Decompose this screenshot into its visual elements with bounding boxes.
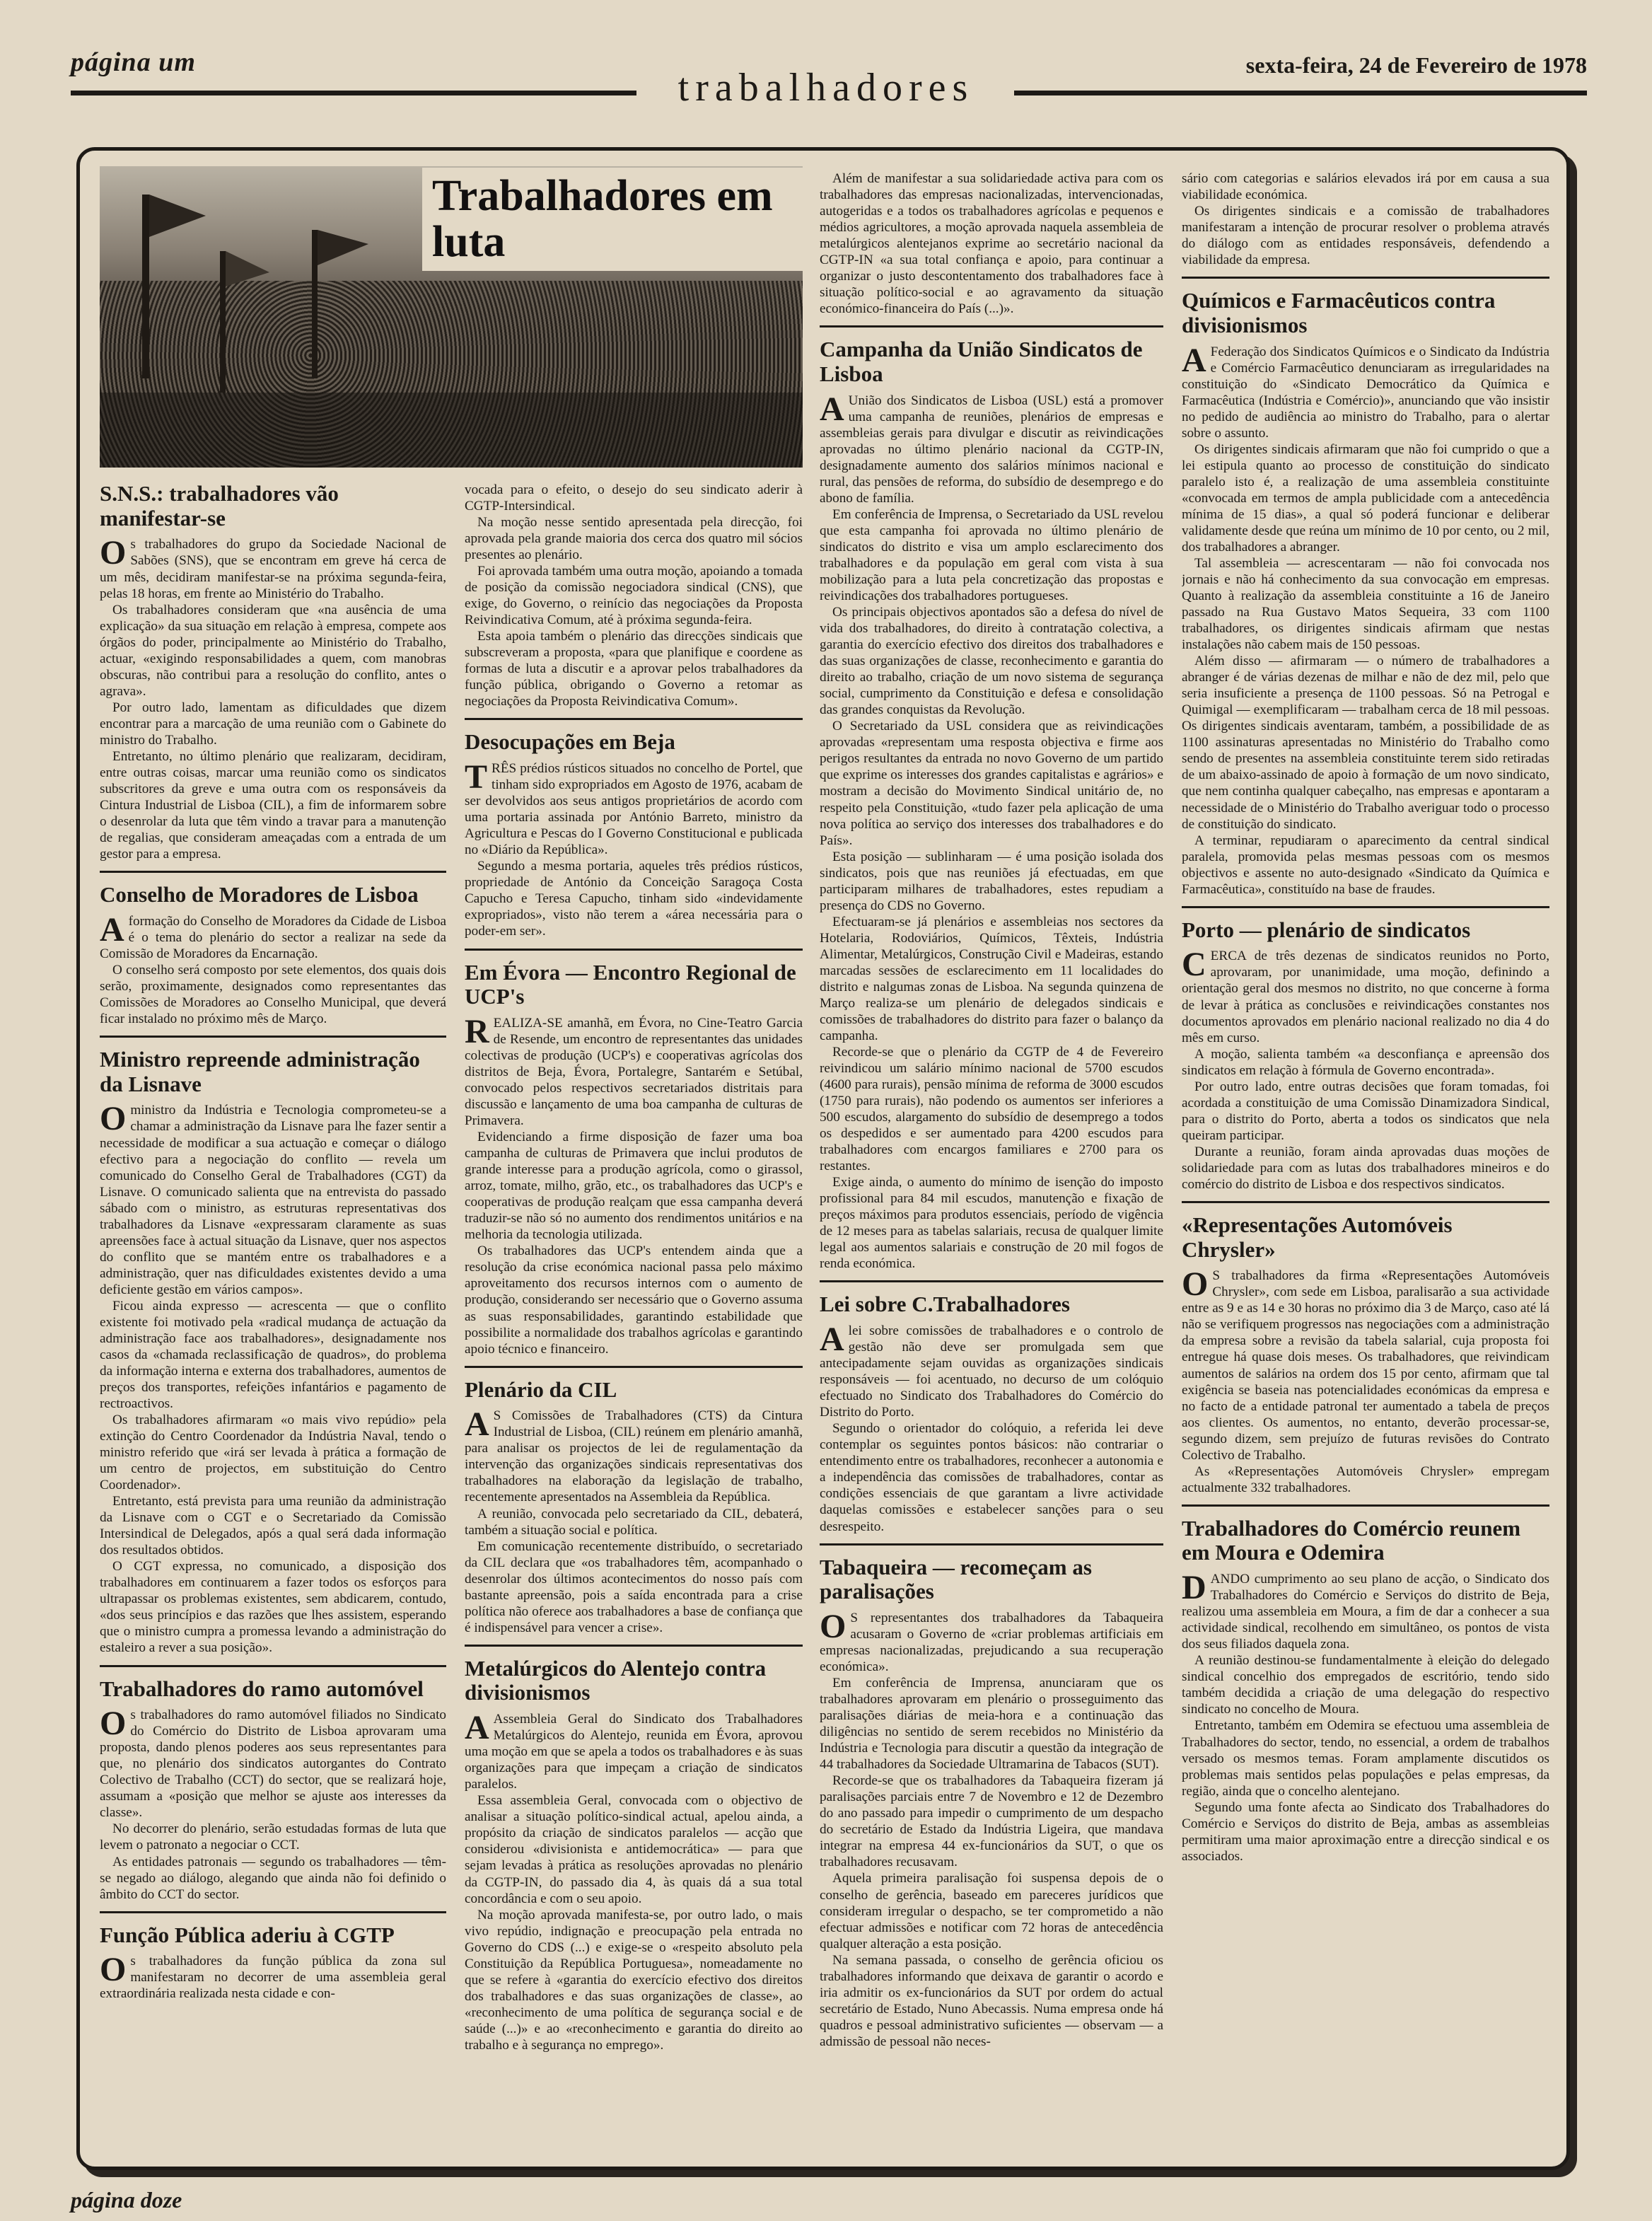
article-paragraph: Evidenciando a firme disposição de fazer uma boa campanha de culturas de Primavera que inclui produtos de grande interesse para a produção agrícola, como o girassol, arroz, tomate, milho, grão, etc., os trabalhadores das UCP's e cooperativas de produção realçam que essa campanha deverá traduzir-se não só no aumento dos rendimentos unitários e na melhoria da tecnologia utilizada. xyxy=(465,1130,803,1243)
article-tabaqueira xyxy=(820,1551,1163,2058)
article-paragraph: As entidades patronais — segundo os trabalhadores — têm-se negado ao diálogo, alegando que ainda não foi definido o âmbito do CCT do sector. xyxy=(100,1854,446,1902)
drop-cap: A xyxy=(820,390,844,428)
article-title: Desocupações em Beja xyxy=(465,729,675,755)
lead-text: Assembleia Geral do Sindicato dos Trabalhadores Metalúrgicos do Alentejo, reunida em Évora, aprovou uma moção em que se apela a todos os trabalhadores e às suas organizações para que impeçam a criação de sindicatos paralelos. xyxy=(465,1712,803,1792)
article-title: Conselho de Moradores de Lisboa xyxy=(100,882,419,907)
article-paragraph: Os principais objectivos apontados são a defesa do nível de vida dos trabalhadores, do direito à contratação colectiva, a garantia do exercício efectivo dos direitos dos trabalhadores e das suas organizações de classe, reconhecimento e garantia do direito ao trabalho, criação de um novo sistema de segurança social, cumprimento da Constituição e defesa e consolidação das grandes conquistas da Revolução. xyxy=(820,605,1163,718)
article-lisnave xyxy=(100,1043,446,1667)
lead-text: RÊS prédios rústicos situados no concelho de Portel, que tinham sido expropriados em Agosto de 1976, acabam de ser devolvidos aos seus antigos proprietários de acordo com uma portaria assinada por António Barreto, ministro da Agricultura e Pescas do I Governo Constitucional e publicada no «Diário da República». xyxy=(465,761,803,858)
article-sns-continued xyxy=(465,477,803,720)
article-title: Tabaqueira — recomeçam as paralisações xyxy=(820,1554,1092,1604)
article-paragraph: Efectuaram-se já plenários e assembleias nos sectores da Hotelaria, Rodoviários, Químicos, Têxteis, Indústria Alimentar, Metalúrgicos, Construção Civil e Madeiras, estando marcadas sessões de esclarecimento em 11 localidades do distrito e nalgumas zonas de Lisboa. Na segunda quinzena de Março realiza-se um plenário de delegados sindicais e comissões de trabalhadores do distrito para fazer o balanço da campanha. xyxy=(820,914,1163,1043)
article-title: Função Pública aderiu à CGTP xyxy=(100,1922,395,1947)
drop-cap: R xyxy=(465,1012,489,1050)
article-paragraph: Os dirigentes sindicais e a comissão de trabalhadores manifestaram a intenção de procurar resolver o problema através do diálogo com as entidades responsáveis, defendendo a viabilidade da empresa. xyxy=(1182,204,1549,268)
article-paragraph: Segundo a mesma portaria, aqueles três prédios rústicos, propriedade de António da Conceição Saragoça Costa Capucho e Teresa Capucho, tinham sido «indevidamente expropriados», visto não terem a «área necessária para o poder-em ser». xyxy=(465,859,803,939)
article-paragraph: Exige ainda, o aumento do mínimo de isenção do imposto profissional para 84 mil escudos, manutenção e fixação de preços máximos para produtos essenciais, período de vigência de 12 meses para as tabelas salariais, recusa de qualquer limite legal aos aumentos salariais e construção de 20 mil fogos de renda económica. xyxy=(820,1175,1163,1272)
drop-cap: A xyxy=(100,910,124,949)
article-paragraph: Além de manifestar a sua solidariedade activa para com os trabalhadores das empresas nacionalizadas, intervencionadas, autogeridas e a todos os trabalhadores agrícolas e pequenos e médios agricultores, a moção aprovada naquela assembleia de metalúrgicos alentejanos exprime ao secretário nacional da CGTP-IN «a sua total confiança e apoio, para continuar a organizar o justo descontentamento dos trabalhadores face à situação político-social e ao agravamento da situação económico-financeira do País (...)». xyxy=(820,171,1163,317)
article-lead xyxy=(820,1607,1163,1675)
article-title: Lei sobre C.Trabalhadores xyxy=(820,1292,1070,1317)
article-viabilidade xyxy=(1182,166,1549,279)
article-porto xyxy=(1182,914,1549,1203)
article-paragraph: Essa assembleia Geral, convocada com o objectivo de analisar a situação político-sindical actual, apelou ainda, a propósito da criação de sindicatos paralelos — acção que considerou «divisionista e antidemocrática» — para que sejam levadas à prática as resoluções aprovadas no plenário da CGTP-IN, do passado dia 4, às quais dá a sua total concordância e com o seu apoio. xyxy=(465,1793,803,1906)
lead-text: lei sobre comissões de trabalhadores e o controlo de gestão não deve ser promulgada sem que antecipadamente sejam ouvidas as organizações sindicais responsáveis — foi acentuado, no decurso de um colóquio efectuado no Sindicato dos Trabalhadores do Comércio do Distrito do Porto. xyxy=(820,1323,1163,1420)
article-paragraph: Os trabalhadores das UCP's entendem ainda que a resolução da crise económica nacional passa pelo máximo aproveitamento dos recursos internos com o aumento de produção, considerando ser necessário que o Governo assuma as suas responsabilidades, garantindo estabilidade que possibilite a normalidade dos trabalhos agrícolas e garantindo apoio técnico e financeiro. xyxy=(465,1243,803,1357)
crowd-photo xyxy=(100,166,803,468)
article-paragraph: Na semana passada, o conselho de gerência oficiou os trabalhadores informando que deixava de garantir o acordo e iria admitir os ex-funcionários da SUT por ordem do actual secretário de Estado, Nuno Abecassis. Numa empresa onde há quadros e pessoal administrativo suficientes — observam — a admissão de pessoal não neces- xyxy=(820,1952,1163,2049)
article-title: Trabalhadores do ramo automóvel xyxy=(100,1676,424,1701)
article-paragraph: A reunião, convocada pelo secretariado da CIL, debaterá, também a situação social e política. xyxy=(465,1506,803,1538)
article-title: S.N.S.: trabalhadores vão manifestar-se xyxy=(100,481,339,530)
drop-cap: A xyxy=(465,1405,489,1444)
article-paragraph: Entretanto, no último plenário que realizaram, decidiram, entre outras coisas, marcar uma reunião como os sindicatos subscritores da greve e uma outra com os responsáveis da Cintura Industrial de Lisboa (CIL), a fim de informarem sobre o desenrolar da luta que têm vindo a travar para a manutenção de regalias, que consideram ameaçadas com a entrada de um gestor para a empresa. xyxy=(100,748,446,862)
article-lei xyxy=(820,1288,1163,1545)
page-frame xyxy=(76,147,1570,2170)
drop-cap: T xyxy=(465,758,488,796)
article-paragraph: A reunião destinou-se fundamentalmente à eleição do delegado sindical concelhio dos empregados de escritório, tendo sido também decidida a criação de uma delegação do respectivo sindicato no concelho de Moura. xyxy=(1182,1653,1549,1717)
article-paragraph: Por outro lado, lamentam as dificuldades que dizem encontrar para a marcação de uma reunião com o Gabinete do ministro do Trabalho. xyxy=(100,700,446,748)
article-title: Ministro repreende administração da Lisnave xyxy=(100,1047,420,1096)
main-headline: Trabalhadores em luta xyxy=(422,168,803,271)
article-moura xyxy=(1182,1512,1549,1873)
article-lead xyxy=(820,1323,1163,1420)
article-paragraph: Os trabalhadores consideram que «na ausência de uma explicação» da sua situação em relação à empresa, compete aos órgãos do poder, principalmente ao Ministério do Trabalho, actuar, «exigindo responsabilidades a quem, com manobras obscuras, não contribui para a resolução do conflito, antes o agrava». xyxy=(100,602,446,699)
article-title: Em Évora — Encontro Regional de UCP's xyxy=(465,959,796,1009)
drop-cap: O xyxy=(100,534,127,572)
article-paragraph: Os dirigentes sindicais afirmaram que não foi cumprido o que a lei estipula quanto ao processo de constituição do sindicato paralelo isto é, a realização de uma assembleia constituinte «convocada em termos de ampla publicidade com a antecedência mínima de 15 dias», a qual só poderá funcionar e deliberar validamente desde que reúna um mínimo de 10 por cento, ou 2 mil, dos trabalhadores a abranger. xyxy=(1182,441,1549,555)
article-paragraph: Recorde-se que o plenário da CGTP de 4 de Fevereiro reivindicou um salário mínimo nacional de 5700 escudos (4600 para rurais), pensão mínima de reforma de 3000 escudos (1750 para rurais), não podendo os aumentos ser inferiores a 500 escudos, alargamento do subsídio de desemprego a todos os despedidos e ser aumentado para 4200 escudos para trabalhadores com encargos familiares e 2700 para os restantes. xyxy=(820,1044,1163,1174)
article-solidariedade xyxy=(820,166,1163,327)
publication-name: página um xyxy=(71,47,196,77)
page-footer: página doze xyxy=(71,2187,182,2213)
article-paragraph: No decorrer do plenário, serão estudadas formas de luta que levem o patronato a negociar o CCT. xyxy=(100,1821,446,1853)
article-title: Campanha da União Sindicatos de Lisboa xyxy=(820,337,1143,386)
article-paragraph: Segundo uma fonte afecta ao Sindicato dos Trabalhadores do Comércio e Serviços do distrito de Beja, ambas as assembleias permitiram uma maior aproximação entre a direcção sindical e os associados. xyxy=(1182,1799,1549,1864)
article-paragraph: Além disso — afirmaram — o número de trabalhadores a abranger é de várias dezenas de milhar e não de dez mil, pelo que seria insuficiente a presença de 1100 pessoas. Só na Petrogal e Quimigal — exemplificaram — trabalham cerca de 18 mil pessoas. Os dirigentes sindicais aventaram, também, a possibilidade de as 1100 assinaturas apresentadas no Ministério do Trabalho como sendo de presentes na assembleia constituinte terem sido retiradas de um abaixo-assinado de apoio à formação de um novo sindicato, que nem continha qualquer cabeçalho, nas empresas e apontaram a necessidade de o Ministério do Trabalho averiguar todo o processo de constituição do sindicato. xyxy=(1182,654,1549,832)
article-lead xyxy=(1182,948,1549,1045)
column-4 xyxy=(1182,166,1549,2152)
article-lead xyxy=(100,1953,446,2002)
article-lead xyxy=(100,536,446,601)
article-quimicos xyxy=(1182,284,1549,908)
lead-text: s trabalhadores do grupo da Sociedade Nacional de Sabões (SNS), que se encontram em greve há cerca de um mês, decidiram manifestar-se na próxima segunda-feira, pelas 18 horas, em frente ao Ministério do Trabalho. xyxy=(100,537,446,601)
article-alentejo xyxy=(465,1652,803,2062)
article-moradores xyxy=(100,878,446,1038)
article-paragraph: Durante a reunião, foram ainda aprovadas duas moções de solidariedade para com as lutas dos trabalhadores mineiros e do comércio do distrito de Lisboa e dos respectivos sindicatos. xyxy=(1182,1144,1549,1192)
lead-text: S trabalhadores da firma «Representações Automóveis Chrysler», com sede em Lisboa, paralisarão a sua actividade entre as 9 e as 14 e 30 horas no próximo dia 3 de Março, caso até lá não se verifiquem progressos nas negociações com a administração da empresa sobre a revisão da tabela salarial, cuja proposta foi entregue há quase dois meses. Os trabalhadores, que reivindicam aumentos de salários na ordem dos 15 por cento, afirmam que tal exigência se baseia nas potencialidades económicas da empresa e no facto de a entidade patronal ter aumentado a tabela de preços aos clientes. Os aumentos, no entanto, deverão processar-se, segundo dizem, sem prejuízo de futuras revisões do Contrato Colectivo de Trabalho. xyxy=(1182,1268,1549,1463)
article-paragraph: Em comunicação recentemente distribuído, o secretariado da CIL declara que «os trabalhadores têm, acompanhado o desenrolar dos últimos acontecimentos do nosso país com bastante apreensão, pois a saída encontrada para a crise política não oferece aos trabalhadores a base de confiança que é indispensável para vencer a crise». xyxy=(465,1538,803,1635)
article-paragraph: Esta apoia também o plenário das direcções sindicais que subscreveram a proposta, «para que planifique e coordene as formas de luta a discutir e a aprovar pelos trabalhadores da função pública, obrigando o Governo a retomar as negociações da Proposta Reivindicativa Comum». xyxy=(465,629,803,709)
article-lead xyxy=(465,1405,803,1505)
article-automovel xyxy=(100,1673,446,1913)
column-2 xyxy=(465,477,803,2152)
article-paragraph: Entretanto, está prevista para uma reunião da administração da Lisnave com o CGT e o Secretariado da Comissão Intersindical de Delegados, após a qual será dada informação dos resultados obtidos. xyxy=(100,1494,446,1558)
lead-text: EALIZA-SE amanhã, em Évora, no Cine-Teatro Garcia de Resende, um encontro de representantes das unidades colectivas de produção (UCP's) e cooperativas agrícolas dos distritos de Beja, Évora, Portalegre, Santarém e Setúbal, convocado pelos respectivos secretariados distritais para discussão e lançamento de uma boa campanha de culturas de Primavera. xyxy=(465,1015,803,1129)
article-paragraph: vocada para o efeito, o desejo do seu sindicato aderir à CGTP-Intersindical. xyxy=(465,482,803,514)
article-paragraph: Segundo o orientador do colóquio, a referida lei deve contemplar os seguintes pontos básicos: não contrariar o entendimento entre os trabalhadores, reconhecer a autonomia e a independência das comissões de trabalhadores, contar as condições essenciais de que garantam a livre actividade daquelas comissões e estabelecer sanções para o seu desrespeito. xyxy=(820,1421,1163,1534)
article-paragraph: Foi aprovada também uma outra moção, apoiando a tomada de posição da comissão negociadora sindical (CNS), que exige, do Governo, o reinício das negociações da Proposta Reivindicativa Comum, até à próxima segunda-feira. xyxy=(465,564,803,628)
lead-text: s trabalhadores do ramo automóvel filiados no Sindicato do Comércio do Distrito de Lisboa aprovaram uma proposta, dando plenos poderes aos seus representantes para que, no plenário dos sindicatos autorgantes do Contrato Colectivo de Trabalho (CCT) do sector, que se realizará hoje, assumam a «posição que melhor se ajuste aos interesses da classe». xyxy=(100,1707,446,1821)
article-paragraph: O CGT expressa, no comunicado, a disposição dos trabalhadores em continuarem a fazer todos os esforços para ultrapassar os problemas existentes, sem abdicarem, contudo, «dos seus princípios e das razões que lhes assistem, esperando que o ministro cumpra a promessa levando a administração do estaleiro a rever a sua posição». xyxy=(100,1559,446,1656)
article-paragraph: Entretanto, também em Odemira se efectuou uma assembleia de Trabalhadores do sector, tendo, no essencial, a ordem de trabalhos versado os mesmos temas. Foram amplamente discutidos os problemas mais sentidos pelas populações e pelas empresas, da região, ainda que o concelho alentejano. xyxy=(1182,1718,1549,1799)
lead-text: s trabalhadores da função pública da zona sul manifestaram no decorrer de uma assembleia geral extraordinária realizada nesta cidade e con- xyxy=(100,1954,446,2002)
article-lead xyxy=(100,1707,446,1821)
masthead-rule-right xyxy=(1014,91,1587,95)
article-title: Trabalhadores do Comércio reunem em Moura e Odemira xyxy=(1182,1515,1521,1565)
article-title: Porto — plenário de sindicatos xyxy=(1182,917,1471,942)
article-paragraph: sário com categorias e salários elevados irá por em causa a sua viabilidade económica. xyxy=(1182,171,1549,203)
article-paragraph: Em conferência de Imprensa, anunciaram que os trabalhadores aprovaram em plenário o prosseguimento das paralisações diárias de meia-hora e a continuação das diligências no sentido de serem recebidos no Ministério da Indústria e Tecnologia para discutir a questão da integração de 44 trabalhadores da Sociedade Ultramarina de Tabacos (SUT). xyxy=(820,1676,1163,1773)
article-paragraph: O Secretariado da USL considera que as reivindicações aprovadas «representam uma resposta objectiva e firme aos perigos resultantes da entrada no novo Governo de um partido que exprime os interesses dos grandes capitalistas e agrários» e mostram a decisão do Movimento Sindical unitário de, no respeito pela Constituição, «tudo fazer pela aplicação de uma nova política ao serviço dos interesses dos trabalhadores e do País». xyxy=(820,719,1163,848)
article-title: Metalúrgicos do Alentejo contra divisionismos xyxy=(465,1655,767,1705)
article-lead xyxy=(465,760,803,858)
drop-cap: A xyxy=(1182,341,1206,379)
article-paragraph: Esta posição — sublinharam — é uma posição isolada dos sindicatos, pois que nas reuniões já efectuadas, em que participaram milhares de trabalhadores, estes repudiam a presença do CDS no Governo. xyxy=(820,849,1163,913)
drop-cap: C xyxy=(1182,946,1206,984)
lead-text: ERCA de três dezenas de sindicatos reunidos no Porto, aprovaram, por unanimidade, uma moção, definindo a orientação geral dos mesmos no distrito, no que concerne à forma de levar à prática as conclusões e reivindicações constantes nos documentos aprovados em plenário nacional realizado no dia 4 do mês em curso. xyxy=(1182,949,1549,1045)
article-paragraph: A moção, salienta também «a desconfiança e apreensão dos sindicatos em relação à fórmula de Governo encontrada». xyxy=(1182,1046,1549,1078)
article-paragraph: O conselho será composto por sete elementos, dos quais dois serão, proximamente, designados como representantes das Comissões de Moradores ao Conselho Municipal, que deverá ficar instalado no próximo mês de Março. xyxy=(100,962,446,1026)
drop-cap: O xyxy=(1182,1265,1209,1304)
lead-text: ministro da Indústria e Tecnologia comprometeu-se a chamar a administração da Lisnave para lhe fazer sentir a necessidade de modificar a sua actuação e começar o diálogo efectivo para a negociação do conflito — revela um comunicado do Conselho Geral de Trabalhadores (CGT) da Lisnave. O comunicado salienta que na entrevista do passado sábado com o ministro, as estruturas representativas dos trabalhadores da Lisnave «expressaram claramente as suas apreensões face à actual situação da Lisnave, quer nos aspectos do conflito que se mantém entre os trabalhadores e a administração, quer nas dificuldades existentes devido a uma deficiente gestão em vários campos». xyxy=(100,1103,446,1297)
article-evora xyxy=(465,956,803,1368)
drop-cap: A xyxy=(465,1709,489,1747)
article-lead xyxy=(465,1711,803,1792)
article-chrysler xyxy=(1182,1209,1549,1507)
drop-cap: A xyxy=(820,1321,844,1359)
article-sns xyxy=(100,477,446,873)
article-title: «Representações Automóveis Chrysler» xyxy=(1182,1212,1453,1262)
section-title: trabalhadores xyxy=(677,66,975,110)
article-lead xyxy=(1182,341,1549,441)
lead-text: ANDO cumprimento ao seu plano de acção, o Sindicato dos Trabalhadores do Comércio e Serviços do distrito de Beja, realizou uma assembleia em Moura, a fim de dar a conhecer a sua actividade sindical, recolhendo em simultâneo, os pontos de vista dos seus filiados daquela zona. xyxy=(1182,1572,1549,1652)
column-1 xyxy=(100,477,446,2152)
article-paragraph: Os trabalhadores afirmaram «o mais vivo repúdio» pela extinção do Centro Coordenador da Indústria Naval, tendo o ministro referido que «irá ser levada à prática a formação de um centro de projectos, em substituição do Centro Coordenador». xyxy=(100,1413,446,1493)
article-title: Químicos e Farmacêuticos contra divisionismos xyxy=(1182,288,1496,337)
lead-text: União dos Sindicatos de Lisboa (USL) está a promover uma campanha de reuniões, plenários de empresas e assembleias gerais para divulgar e discutir as reivindicações aprovadas no último plenário nacional da CGTP-IN, designadamente aumento dos salários mínimos nacional e rural, das pensões de reforma, do subsídio de desemprego e do abono de família. xyxy=(820,393,1163,506)
drop-cap: O xyxy=(820,1607,847,1645)
article-lead xyxy=(465,1012,803,1129)
drop-cap: O xyxy=(100,1705,127,1743)
lead-text: formação do Conselho de Moradores da Cidade de Lisboa é o tema do plenário do sector a realizar na sede da Comissão de Moradores da Encarnação. xyxy=(100,913,446,961)
column-3 xyxy=(820,166,1163,2152)
article-paragraph: As «Representações Automóveis Chrysler» empregam actualmente 332 trabalhadores. xyxy=(1182,1463,1549,1495)
article-paragraph: Na moção nesse sentido apresentada pela direcção, foi aprovada pela grande maioria dos cerca dos quatro mil sócios presentes ao plenário. xyxy=(465,515,803,563)
lead-text: S representantes dos trabalhadores da Tabaqueira acusaram o Governo de «criar problemas artificiais em empresas nacionalizadas, prejudicando a sua recuperação económica». xyxy=(820,1610,1163,1675)
article-paragraph: Tal assembleia — acrescentaram — não foi convocada nos jornais e não há conhecimento da sua convocação em empresas. Quanto à realização da assembleia constituinte a 16 de Janeiro passado na Rua Gustavo Matos Sequeira, 33 com 1100 trabalhadores, os dirigentes sindicais afirmam que nestas instalações não cabem mais de 150 pessoas. xyxy=(1182,556,1549,653)
article-lead xyxy=(820,390,1163,506)
article-usl xyxy=(820,333,1163,1282)
article-paragraph: Ficou ainda expresso — acrescenta — que o conflito existente foi motivado pela «radical mudança de actuação da administração face aos trabalhadores», designadamente nos casos da «chamada reclassificação de quadros», do problema da informação interna e externa dos trabalhadores, aumentos de preços dos transportes, refeições infantários e pagamento de rectroactivos. xyxy=(100,1298,446,1411)
article-lead xyxy=(1182,1265,1549,1463)
issue-date: sexta-feira, 24 de Fevereiro de 1978 xyxy=(1245,52,1587,78)
article-funcao-publica xyxy=(100,1919,446,2011)
article-lead xyxy=(100,910,446,962)
article-cil xyxy=(465,1374,803,1647)
lead-text: Federação dos Sindicatos Químicos e o Sindicato da Indústria e Comércio Farmacêutico denunciaram as irregularidades na constituição do «Sindicato Democrático da Química e Farmacêutica (Indústria e Comércio)», anunciando que vão insistir no pedido de audiência ao ministro do Trabalho, para o alertar sobre o assunto. xyxy=(1182,344,1549,441)
article-paragraph: Aquela primeira paralisação foi suspensa depois de o conselho de gerência, baseado em pareceres jurídicos que consideram irregular o despacho, se ter comprometido a não efectuar admissões e notificar com 72 horas de antecedência qualquer alteração a esta posição. xyxy=(820,1871,1163,1952)
lead-text: S Comissões de Trabalhadores (CTS) da Cintura Industrial de Lisboa, (CIL) reúnem em plenário amanhã, para analisar os projectos de lei de regulamentação da intervenção das organizações sindicais representativas dos trabalhadores na elaboração da legislação de trabalho, recentemente apresentados na Assembleia da República. xyxy=(465,1408,803,1505)
article-title: Plenário da CIL xyxy=(465,1376,617,1402)
article-paragraph: Na moção aprovada manifesta-se, por outro lado, o mais vivo repúdio, indignação e preocupação pela entrada no Governo do CDS (...) e exige-se o «respeito absoluto pela Constituição da República Portuguesa», nomeadamente no que se refere à «garantia do exercício efectivo dos direitos dos trabalhadores e das suas organizações de classe», ao «reconhecimento de uma política de segurança social e de saúde (...)» e ao «reconhecimento e garantia do direito ao trabalho e à segurança no emprego». xyxy=(465,1907,803,2053)
drop-cap: O xyxy=(100,1100,127,1138)
article-paragraph: Em conferência de Imprensa, o Secretariado da USL revelou que esta campanha foi aprovada no último plenário de sindicatos do distrito e visa um amplo esclarecimento dos trabalhadores e da população em geral com vista à sua mobilização para a luta pela concretização das propostas e reivindicações dos trabalhadores portugueses. xyxy=(820,506,1163,604)
article-beja xyxy=(465,726,803,950)
article-paragraph: Por outro lado, entre outras decisões que foram tomadas, foi acordada a constituição de uma Comissão Dinamizadora Sindical, para o distrito do Porto, aberta a todos os sindicatos que nela queiram participar. xyxy=(1182,1079,1549,1143)
drop-cap: O xyxy=(100,1951,127,1989)
article-paragraph: Recorde-se que os trabalhadores da Tabaqueira fizeram já paralisações parciais entre 7 de Novembro e 12 de Dezembro do ano passado para impedir o cumprimento de um despacho do secretário de Estado da Indústria Ligeira, que mandava integrar na empresa 44 ex-funcionários da SUT, o que os trabalhadores recusavam. xyxy=(820,1773,1163,1870)
drop-cap: D xyxy=(1182,1569,1206,1607)
article-lead xyxy=(1182,1571,1549,1652)
article-paragraph: A terminar, repudiaram o aparecimento da central sindical paralela, promovida pelas mesmas pessoas com os mesmos objectivos e assente no auto-designado «Sindicato da Química e Farmacêutica», constituído na base de fraudes. xyxy=(1182,833,1549,897)
article-lead xyxy=(100,1102,446,1297)
